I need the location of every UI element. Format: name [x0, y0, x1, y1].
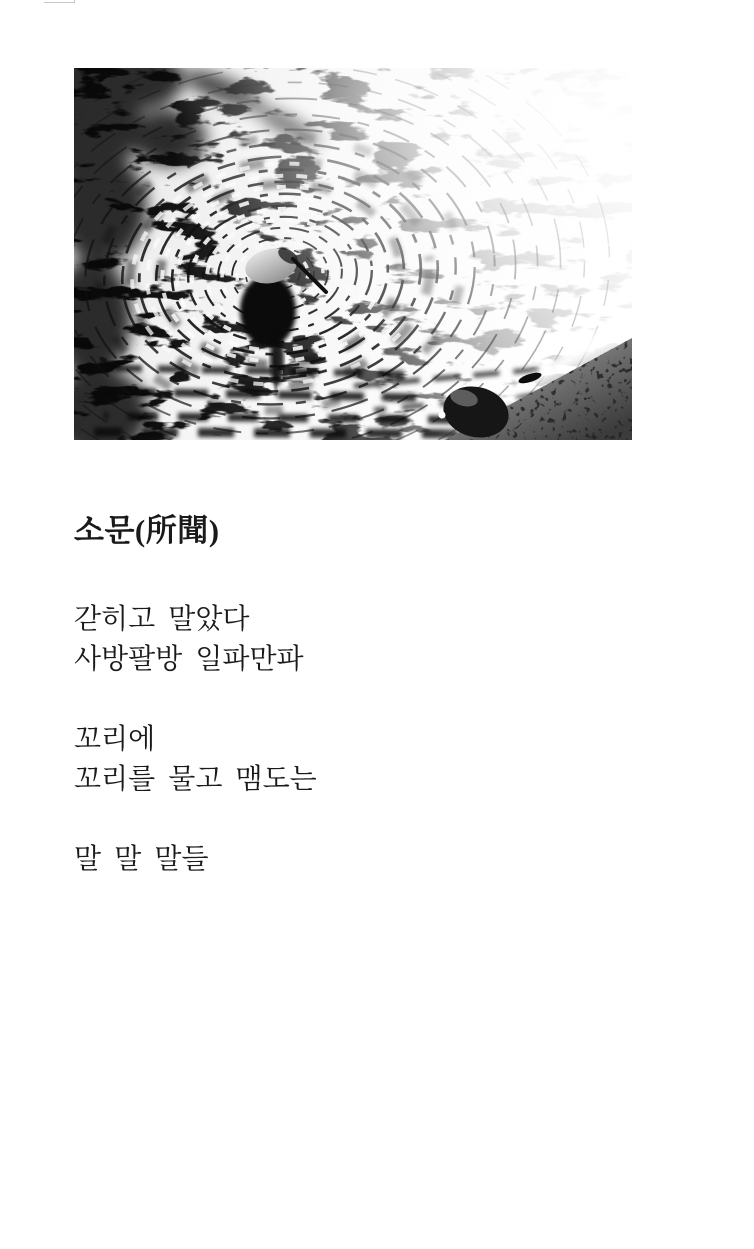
poem-line: 꼬리를 물고 맴도는	[74, 764, 317, 795]
poem-body	[74, 600, 317, 920]
poem-line: 말 말 말들	[74, 844, 209, 875]
poem-title: 소문(所聞)	[74, 513, 220, 548]
bird-in-ripples-illustration	[74, 68, 632, 440]
poem-line: 사방팔방 일파만파	[74, 644, 304, 675]
stanza-3	[74, 840, 317, 880]
cropped-ui-fragment	[44, 2, 75, 3]
rock-glint	[439, 412, 446, 419]
stanza-2	[74, 720, 317, 800]
poem-photo	[74, 68, 632, 440]
stanza-1	[74, 600, 317, 680]
poem-line: 꼬리에	[74, 724, 156, 755]
poem-line: 갇히고 말았다	[74, 604, 250, 635]
bird-body-shadow	[240, 275, 296, 347]
